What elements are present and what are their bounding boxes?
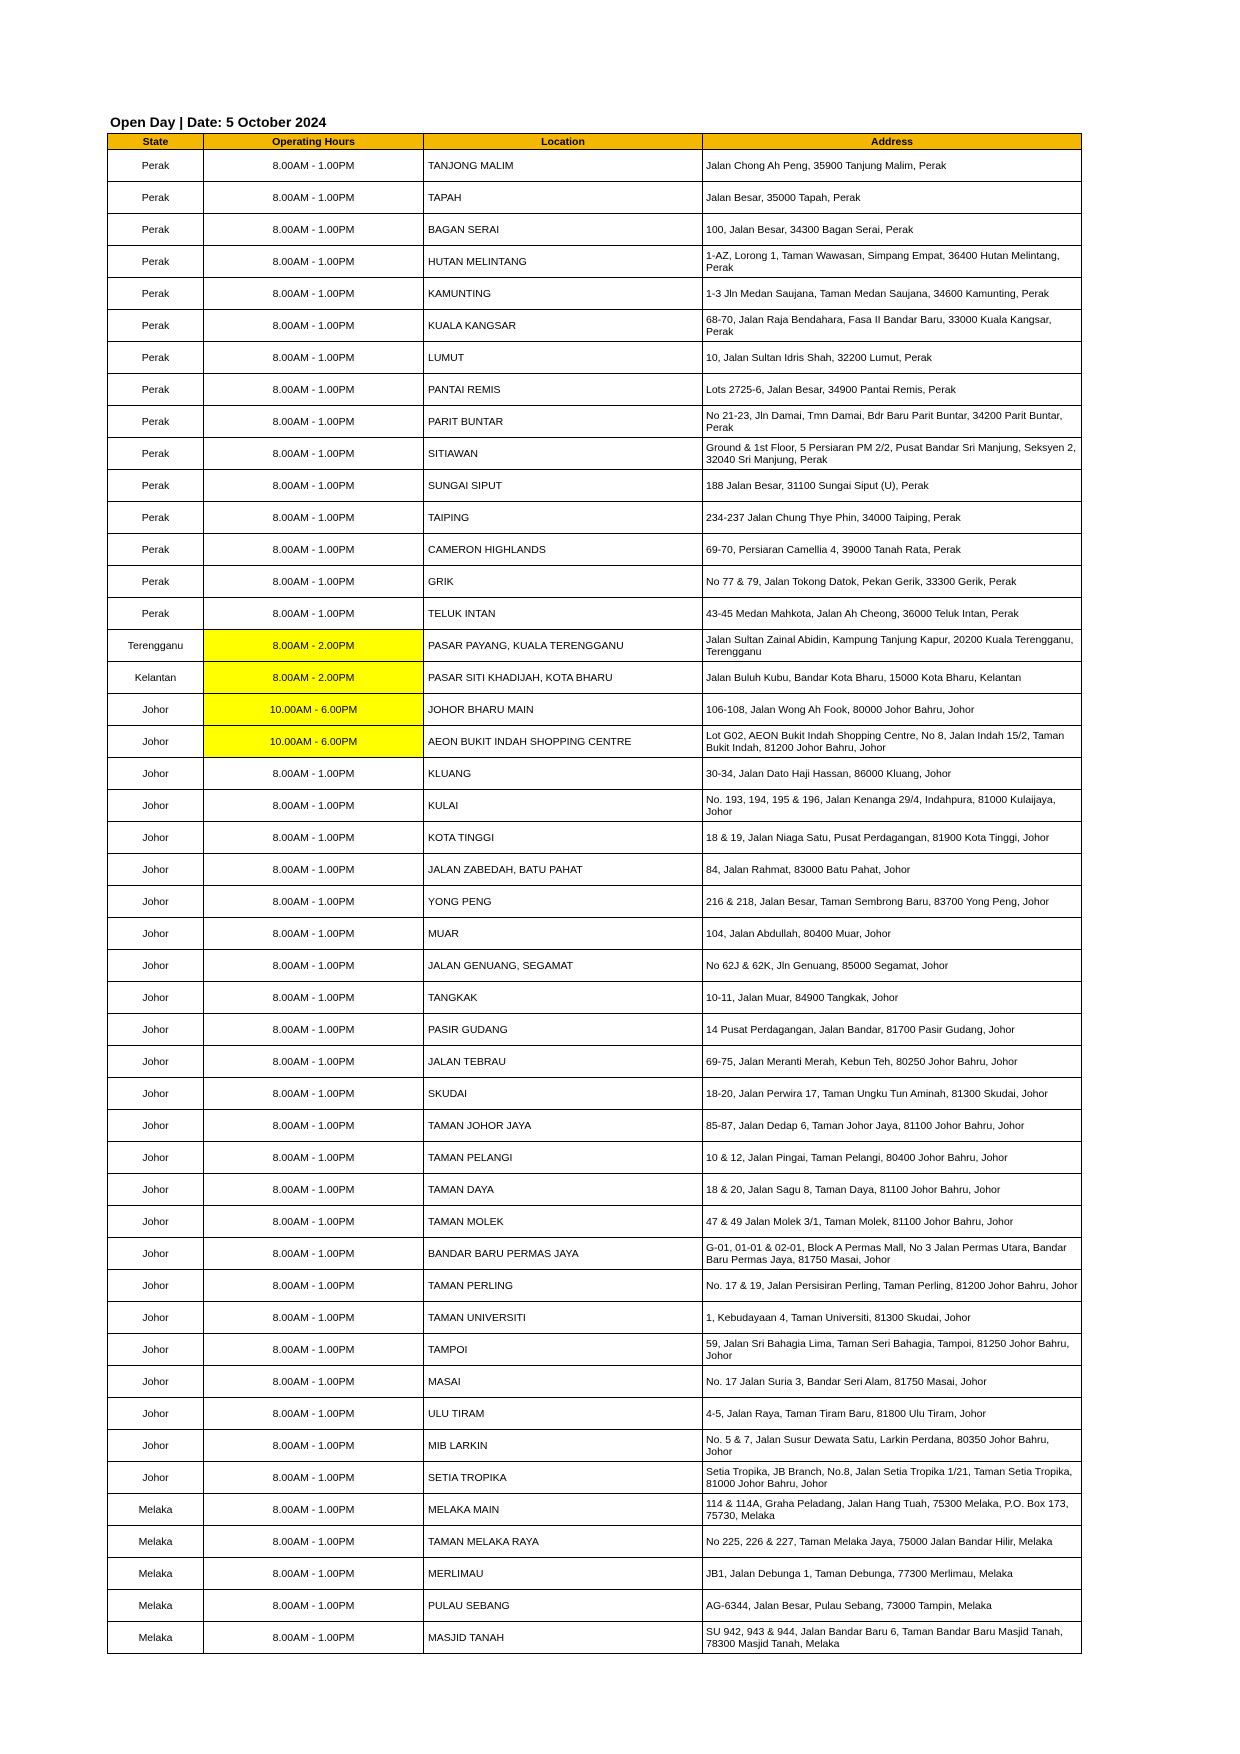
- location-cell: TAMAN DAYA: [424, 1174, 703, 1206]
- table-row: [108, 1142, 1082, 1174]
- table-row: [108, 246, 1082, 278]
- table-header-row: [108, 134, 1082, 150]
- operating-hours-cell: 8.00AM - 1.00PM: [204, 1334, 424, 1366]
- state-cell: Johor: [108, 1430, 204, 1462]
- table-row: [108, 1622, 1082, 1654]
- state-cell: Perak: [108, 502, 204, 534]
- state-cell: Melaka: [108, 1494, 204, 1526]
- operating-hours-cell: 8.00AM - 1.00PM: [204, 598, 424, 630]
- address-cell: Jalan Buluh Kubu, Bandar Kota Bharu, 15000 Kota Bharu, Kelantan: [703, 662, 1082, 694]
- state-cell: Perak: [108, 214, 204, 246]
- operating-hours-cell: 8.00AM - 1.00PM: [204, 278, 424, 310]
- table-row: [108, 438, 1082, 470]
- address-cell: 18-20, Jalan Perwira 17, Taman Ungku Tun Aminah, 81300 Skudai, Johor: [703, 1078, 1082, 1110]
- location-cell: TAMAN MOLEK: [424, 1206, 703, 1238]
- operating-hours-cell: 8.00AM - 1.00PM: [204, 1398, 424, 1430]
- state-cell: Johor: [108, 1366, 204, 1398]
- state-cell: Perak: [108, 438, 204, 470]
- state-cell: Johor: [108, 854, 204, 886]
- address-cell: 10-11, Jalan Muar, 84900 Tangkak, Johor: [703, 982, 1082, 1014]
- address-cell: 69-70, Persiaran Camellia 4, 39000 Tanah Rata, Perak: [703, 534, 1082, 566]
- state-cell: Kelantan: [108, 662, 204, 694]
- location-cell: PASAR PAYANG, KUALA TERENGGANU: [424, 630, 703, 662]
- location-cell: PASIR GUDANG: [424, 1014, 703, 1046]
- table-row: [108, 566, 1082, 598]
- address-cell: No 21-23, Jln Damai, Tmn Damai, Bdr Baru Parit Buntar, 34200 Parit Buntar, Perak: [703, 406, 1082, 438]
- operating-hours-cell: 8.00AM - 1.00PM: [204, 790, 424, 822]
- location-cell: KAMUNTING: [424, 278, 703, 310]
- state-cell: Terengganu: [108, 630, 204, 662]
- operating-hours-cell: 8.00AM - 1.00PM: [204, 502, 424, 534]
- table-row: [108, 726, 1082, 758]
- table-row: [108, 1014, 1082, 1046]
- table-row: [108, 278, 1082, 310]
- table-row: [108, 1046, 1082, 1078]
- page-title: Open Day | Date: 5 October 2024: [110, 114, 327, 130]
- operating-hours-cell: 8.00AM - 1.00PM: [204, 566, 424, 598]
- address-cell: Jalan Sultan Zainal Abidin, Kampung Tanjung Kapur, 20200 Kuala Terengganu, Terengganu: [703, 630, 1082, 662]
- state-cell: Melaka: [108, 1526, 204, 1558]
- table-row: [108, 374, 1082, 406]
- header-location: Location: [424, 134, 703, 150]
- address-cell: 104, Jalan Abdullah, 80400 Muar, Johor: [703, 918, 1082, 950]
- address-cell: 10, Jalan Sultan Idris Shah, 32200 Lumut, Perak: [703, 342, 1082, 374]
- header-address: Address: [703, 134, 1082, 150]
- location-cell: KLUANG: [424, 758, 703, 790]
- location-cell: MELAKA MAIN: [424, 1494, 703, 1526]
- address-cell: 10 & 12, Jalan Pingai, Taman Pelangi, 80400 Johor Bahru, Johor: [703, 1142, 1082, 1174]
- state-cell: Perak: [108, 406, 204, 438]
- location-cell: TAMAN PELANGI: [424, 1142, 703, 1174]
- address-cell: 18 & 19, Jalan Niaga Satu, Pusat Perdagangan, 81900 Kota Tinggi, Johor: [703, 822, 1082, 854]
- address-cell: Lot G02, AEON Bukit Indah Shopping Centre, No 8, Jalan Indah 15/2, Taman Bukit Indah, 81200 Johor Bahru, Johor: [703, 726, 1082, 758]
- address-cell: No. 17 Jalan Suria 3, Bandar Seri Alam, 81750 Masai, Johor: [703, 1366, 1082, 1398]
- location-cell: KULAI: [424, 790, 703, 822]
- state-cell: Johor: [108, 982, 204, 1014]
- state-cell: Perak: [108, 182, 204, 214]
- address-cell: No 77 & 79, Jalan Tokong Datok, Pekan Gerik, 33300 Gerik, Perak: [703, 566, 1082, 598]
- operating-hours-cell: 8.00AM - 1.00PM: [204, 1558, 424, 1590]
- state-cell: Johor: [108, 886, 204, 918]
- address-cell: Ground & 1st Floor, 5 Persiaran PM 2/2, Pusat Bandar Sri Manjung, Seksyen 2, 32040 Sri Manjung, Perak: [703, 438, 1082, 470]
- location-cell: GRIK: [424, 566, 703, 598]
- state-cell: Johor: [108, 1078, 204, 1110]
- address-cell: SU 942, 943 & 944, Jalan Bandar Baru 6, Taman Bandar Baru Masjid Tanah, 78300 Masjid Tanah, Melaka: [703, 1622, 1082, 1654]
- operating-hours-cell: 8.00AM - 1.00PM: [204, 918, 424, 950]
- operating-hours-cell: 8.00AM - 1.00PM: [204, 1174, 424, 1206]
- location-cell: PASAR SITI KHADIJAH, KOTA BHARU: [424, 662, 703, 694]
- address-cell: JB1, Jalan Debunga 1, Taman Debunga, 77300 Merlimau, Melaka: [703, 1558, 1082, 1590]
- state-cell: Johor: [108, 790, 204, 822]
- state-cell: Melaka: [108, 1558, 204, 1590]
- operating-hours-cell: 8.00AM - 1.00PM: [204, 1110, 424, 1142]
- table-row: [108, 1078, 1082, 1110]
- operating-hours-cell: 8.00AM - 1.00PM: [204, 470, 424, 502]
- location-cell: SETIA TROPIKA: [424, 1462, 703, 1494]
- location-cell: SITIAWAN: [424, 438, 703, 470]
- address-cell: 69-75, Jalan Meranti Merah, Kebun Teh, 80250 Johor Bahru, Johor: [703, 1046, 1082, 1078]
- location-cell: TAMPOI: [424, 1334, 703, 1366]
- operating-hours-cell: 8.00AM - 1.00PM: [204, 342, 424, 374]
- address-cell: 47 & 49 Jalan Molek 3/1, Taman Molek, 81100 Johor Bahru, Johor: [703, 1206, 1082, 1238]
- table-row: [108, 1174, 1082, 1206]
- table-row: [108, 1302, 1082, 1334]
- location-cell: MASJID TANAH: [424, 1622, 703, 1654]
- address-cell: 18 & 20, Jalan Sagu 8, Taman Daya, 81100 Johor Bahru, Johor: [703, 1174, 1082, 1206]
- table-row: [108, 1366, 1082, 1398]
- address-cell: 43-45 Medan Mahkota, Jalan Ah Cheong, 36000 Teluk Intan, Perak: [703, 598, 1082, 630]
- state-cell: Perak: [108, 566, 204, 598]
- location-cell: KOTA TINGGI: [424, 822, 703, 854]
- operating-hours-cell: 8.00AM - 1.00PM: [204, 1046, 424, 1078]
- address-cell: 188 Jalan Besar, 31100 Sungai Siput (U), Perak: [703, 470, 1082, 502]
- table-row: [108, 1462, 1082, 1494]
- state-cell: Johor: [108, 1206, 204, 1238]
- address-cell: No 225, 226 & 227, Taman Melaka Jaya, 75000 Jalan Bandar Hilir, Melaka: [703, 1526, 1082, 1558]
- table-row: [108, 182, 1082, 214]
- table-row: [108, 694, 1082, 726]
- address-cell: 85-87, Jalan Dedap 6, Taman Johor Jaya, 81100 Johor Bahru, Johor: [703, 1110, 1082, 1142]
- table-row: [108, 1270, 1082, 1302]
- operating-hours-cell: 8.00AM - 1.00PM: [204, 246, 424, 278]
- state-cell: Johor: [108, 1270, 204, 1302]
- operating-hours-cell: 8.00AM - 1.00PM: [204, 1142, 424, 1174]
- address-cell: No 62J & 62K, Jln Genuang, 85000 Segamat, Johor: [703, 950, 1082, 982]
- location-cell: SKUDAI: [424, 1078, 703, 1110]
- state-cell: Johor: [108, 758, 204, 790]
- operating-hours-cell: 8.00AM - 1.00PM: [204, 886, 424, 918]
- location-cell: TAMAN PERLING: [424, 1270, 703, 1302]
- table-row: [108, 950, 1082, 982]
- location-cell: PANTAI REMIS: [424, 374, 703, 406]
- state-cell: Johor: [108, 694, 204, 726]
- address-cell: G-01, 01-01 & 02-01, Block A Permas Mall, No 3 Jalan Permas Utara, Bandar Baru Permas Jaya, 81750 Masai, Johor: [703, 1238, 1082, 1270]
- operating-hours-cell: 8.00AM - 2.00PM: [204, 662, 424, 694]
- table-row: [108, 630, 1082, 662]
- operating-hours-cell: 8.00AM - 1.00PM: [204, 374, 424, 406]
- table-row: [108, 598, 1082, 630]
- operating-hours-cell: 8.00AM - 1.00PM: [204, 1014, 424, 1046]
- operating-hours-cell: 8.00AM - 1.00PM: [204, 1238, 424, 1270]
- state-cell: Johor: [108, 1238, 204, 1270]
- operating-hours-cell: 8.00AM - 1.00PM: [204, 1430, 424, 1462]
- table-row: [108, 790, 1082, 822]
- table-row: [108, 150, 1082, 182]
- address-cell: Setia Tropika, JB Branch, No.8, Jalan Setia Tropika 1/21, Taman Setia Tropika, 81000 Johor Bahru, Johor: [703, 1462, 1082, 1494]
- table-row: [108, 1494, 1082, 1526]
- table-row: [108, 758, 1082, 790]
- state-cell: Johor: [108, 1014, 204, 1046]
- table-row: [108, 1110, 1082, 1142]
- location-cell: SUNGAI SIPUT: [424, 470, 703, 502]
- location-cell: JALAN ZABEDAH, BATU PAHAT: [424, 854, 703, 886]
- operating-hours-cell: 8.00AM - 1.00PM: [204, 150, 424, 182]
- operating-hours-cell: 8.00AM - 1.00PM: [204, 1366, 424, 1398]
- location-cell: CAMERON HIGHLANDS: [424, 534, 703, 566]
- address-cell: Lots 2725-6, Jalan Besar, 34900 Pantai Remis, Perak: [703, 374, 1082, 406]
- table-row: [108, 1558, 1082, 1590]
- state-cell: Johor: [108, 1142, 204, 1174]
- operating-hours-cell: 8.00AM - 1.00PM: [204, 1302, 424, 1334]
- state-cell: Perak: [108, 310, 204, 342]
- location-cell: MERLIMAU: [424, 1558, 703, 1590]
- table-row: [108, 310, 1082, 342]
- location-cell: JALAN GENUANG, SEGAMAT: [424, 950, 703, 982]
- table-row: [108, 822, 1082, 854]
- table-body: [108, 150, 1082, 1654]
- operating-hours-cell: 8.00AM - 1.00PM: [204, 534, 424, 566]
- location-cell: HUTAN MELINTANG: [424, 246, 703, 278]
- address-cell: 106-108, Jalan Wong Ah Fook, 80000 Johor Bahru, Johor: [703, 694, 1082, 726]
- state-cell: Johor: [108, 950, 204, 982]
- operating-hours-cell: 10.00AM - 6.00PM: [204, 694, 424, 726]
- location-cell: PULAU SEBANG: [424, 1590, 703, 1622]
- header-operating-hours: Operating Hours: [204, 134, 424, 150]
- location-cell: TAMAN UNIVERSITI: [424, 1302, 703, 1334]
- state-cell: Johor: [108, 1302, 204, 1334]
- address-cell: Jalan Chong Ah Peng, 35900 Tanjung Malim, Perak: [703, 150, 1082, 182]
- location-cell: AEON BUKIT INDAH SHOPPING CENTRE: [424, 726, 703, 758]
- location-cell: BAGAN SERAI: [424, 214, 703, 246]
- table-row: [108, 1238, 1082, 1270]
- table-row: [108, 1206, 1082, 1238]
- address-cell: 114 & 114A, Graha Peladang, Jalan Hang Tuah, 75300 Melaka, P.O. Box 173, 75730, Melaka: [703, 1494, 1082, 1526]
- state-cell: Melaka: [108, 1590, 204, 1622]
- operating-hours-cell: 8.00AM - 1.00PM: [204, 822, 424, 854]
- operating-hours-cell: 8.00AM - 1.00PM: [204, 1078, 424, 1110]
- location-cell: JOHOR BHARU MAIN: [424, 694, 703, 726]
- table-row: [108, 886, 1082, 918]
- operating-hours-cell: 8.00AM - 1.00PM: [204, 1622, 424, 1654]
- address-cell: 100, Jalan Besar, 34300 Bagan Serai, Perak: [703, 214, 1082, 246]
- state-cell: Melaka: [108, 1622, 204, 1654]
- location-cell: TAPAH: [424, 182, 703, 214]
- address-cell: 30-34, Jalan Dato Haji Hassan, 86000 Kluang, Johor: [703, 758, 1082, 790]
- header-state: State: [108, 134, 204, 150]
- address-cell: 234-237 Jalan Chung Thye Phin, 34000 Taiping, Perak: [703, 502, 1082, 534]
- location-cell: KUALA KANGSAR: [424, 310, 703, 342]
- location-cell: MUAR: [424, 918, 703, 950]
- operating-hours-cell: 8.00AM - 1.00PM: [204, 1526, 424, 1558]
- operating-hours-cell: 8.00AM - 1.00PM: [204, 1462, 424, 1494]
- operating-hours-cell: 8.00AM - 1.00PM: [204, 438, 424, 470]
- table-row: [108, 1526, 1082, 1558]
- location-cell: TAMAN JOHOR JAYA: [424, 1110, 703, 1142]
- table-row: [108, 1398, 1082, 1430]
- table-row: [108, 662, 1082, 694]
- table-row: [108, 918, 1082, 950]
- operating-hours-cell: 8.00AM - 1.00PM: [204, 182, 424, 214]
- address-cell: 1, Kebudayaan 4, Taman Universiti, 81300 Skudai, Johor: [703, 1302, 1082, 1334]
- location-cell: TAIPING: [424, 502, 703, 534]
- state-cell: Perak: [108, 374, 204, 406]
- location-cell: LUMUT: [424, 342, 703, 374]
- address-cell: 4-5, Jalan Raya, Taman Tiram Baru, 81800 Ulu Tiram, Johor: [703, 1398, 1082, 1430]
- address-cell: 216 & 218, Jalan Besar, Taman Sembrong Baru, 83700 Yong Peng, Johor: [703, 886, 1082, 918]
- operating-hours-cell: 8.00AM - 1.00PM: [204, 982, 424, 1014]
- location-cell: PARIT BUNTAR: [424, 406, 703, 438]
- table-row: [108, 534, 1082, 566]
- location-cell: JALAN TEBRAU: [424, 1046, 703, 1078]
- address-cell: AG-6344, Jalan Besar, Pulau Sebang, 73000 Tampin, Melaka: [703, 1590, 1082, 1622]
- operating-hours-cell: 8.00AM - 1.00PM: [204, 310, 424, 342]
- location-cell: TELUK INTAN: [424, 598, 703, 630]
- address-cell: 84, Jalan Rahmat, 83000 Batu Pahat, Johor: [703, 854, 1082, 886]
- location-cell: ULU TIRAM: [424, 1398, 703, 1430]
- state-cell: Perak: [108, 470, 204, 502]
- state-cell: Johor: [108, 1334, 204, 1366]
- state-cell: Johor: [108, 726, 204, 758]
- table-row: [108, 1334, 1082, 1366]
- location-cell: YONG PENG: [424, 886, 703, 918]
- address-cell: Jalan Besar, 35000 Tapah, Perak: [703, 182, 1082, 214]
- table-row: [108, 406, 1082, 438]
- table-row: [108, 470, 1082, 502]
- address-cell: No. 193, 194, 195 & 196, Jalan Kenanga 29/4, Indahpura, 81000 Kulaijaya, Johor: [703, 790, 1082, 822]
- address-cell: 14 Pusat Perdagangan, Jalan Bandar, 81700 Pasir Gudang, Johor: [703, 1014, 1082, 1046]
- state-cell: Perak: [108, 598, 204, 630]
- operating-hours-cell: 8.00AM - 2.00PM: [204, 630, 424, 662]
- operating-hours-cell: 8.00AM - 1.00PM: [204, 214, 424, 246]
- operating-hours-cell: 8.00AM - 1.00PM: [204, 758, 424, 790]
- state-cell: Johor: [108, 1174, 204, 1206]
- state-cell: Johor: [108, 822, 204, 854]
- state-cell: Johor: [108, 1398, 204, 1430]
- operating-hours-cell: 8.00AM - 1.00PM: [204, 1494, 424, 1526]
- address-cell: 59, Jalan Sri Bahagia Lima, Taman Seri Bahagia, Tampoi, 81250 Johor Bahru, Johor: [703, 1334, 1082, 1366]
- operating-hours-cell: 8.00AM - 1.00PM: [204, 854, 424, 886]
- table-row: [108, 854, 1082, 886]
- location-cell: TANGKAK: [424, 982, 703, 1014]
- table-row: [108, 1590, 1082, 1622]
- table-row: [108, 982, 1082, 1014]
- location-cell: TANJONG MALIM: [424, 150, 703, 182]
- address-cell: 1-AZ, Lorong 1, Taman Wawasan, Simpang Empat, 36400 Hutan Melintang, Perak: [703, 246, 1082, 278]
- state-cell: Johor: [108, 1046, 204, 1078]
- location-cell: MIB LARKIN: [424, 1430, 703, 1462]
- location-cell: TAMAN MELAKA RAYA: [424, 1526, 703, 1558]
- address-cell: No. 5 & 7, Jalan Susur Dewata Satu, Larkin Perdana, 80350 Johor Bahru, Johor: [703, 1430, 1082, 1462]
- operating-hours-cell: 10.00AM - 6.00PM: [204, 726, 424, 758]
- table-row: [108, 214, 1082, 246]
- state-cell: Johor: [108, 918, 204, 950]
- location-cell: BANDAR BARU PERMAS JAYA: [424, 1238, 703, 1270]
- state-cell: Perak: [108, 278, 204, 310]
- address-cell: 1-3 Jln Medan Saujana, Taman Medan Saujana, 34600 Kamunting, Perak: [703, 278, 1082, 310]
- operating-hours-cell: 8.00AM - 1.00PM: [204, 1206, 424, 1238]
- location-cell: MASAI: [424, 1366, 703, 1398]
- operating-hours-cell: 8.00AM - 1.00PM: [204, 1590, 424, 1622]
- state-cell: Johor: [108, 1110, 204, 1142]
- state-cell: Perak: [108, 150, 204, 182]
- table-row: [108, 342, 1082, 374]
- state-cell: Johor: [108, 1462, 204, 1494]
- branch-table: [107, 133, 1082, 1654]
- state-cell: Perak: [108, 534, 204, 566]
- operating-hours-cell: 8.00AM - 1.00PM: [204, 950, 424, 982]
- operating-hours-cell: 8.00AM - 1.00PM: [204, 1270, 424, 1302]
- table-row: [108, 502, 1082, 534]
- address-cell: 68-70, Jalan Raja Bendahara, Fasa II Bandar Baru, 33000 Kuala Kangsar, Perak: [703, 310, 1082, 342]
- state-cell: Perak: [108, 342, 204, 374]
- table-row: [108, 1430, 1082, 1462]
- address-cell: No. 17 & 19, Jalan Persisiran Perling, Taman Perling, 81200 Johor Bahru, Johor: [703, 1270, 1082, 1302]
- state-cell: Perak: [108, 246, 204, 278]
- operating-hours-cell: 8.00AM - 1.00PM: [204, 406, 424, 438]
